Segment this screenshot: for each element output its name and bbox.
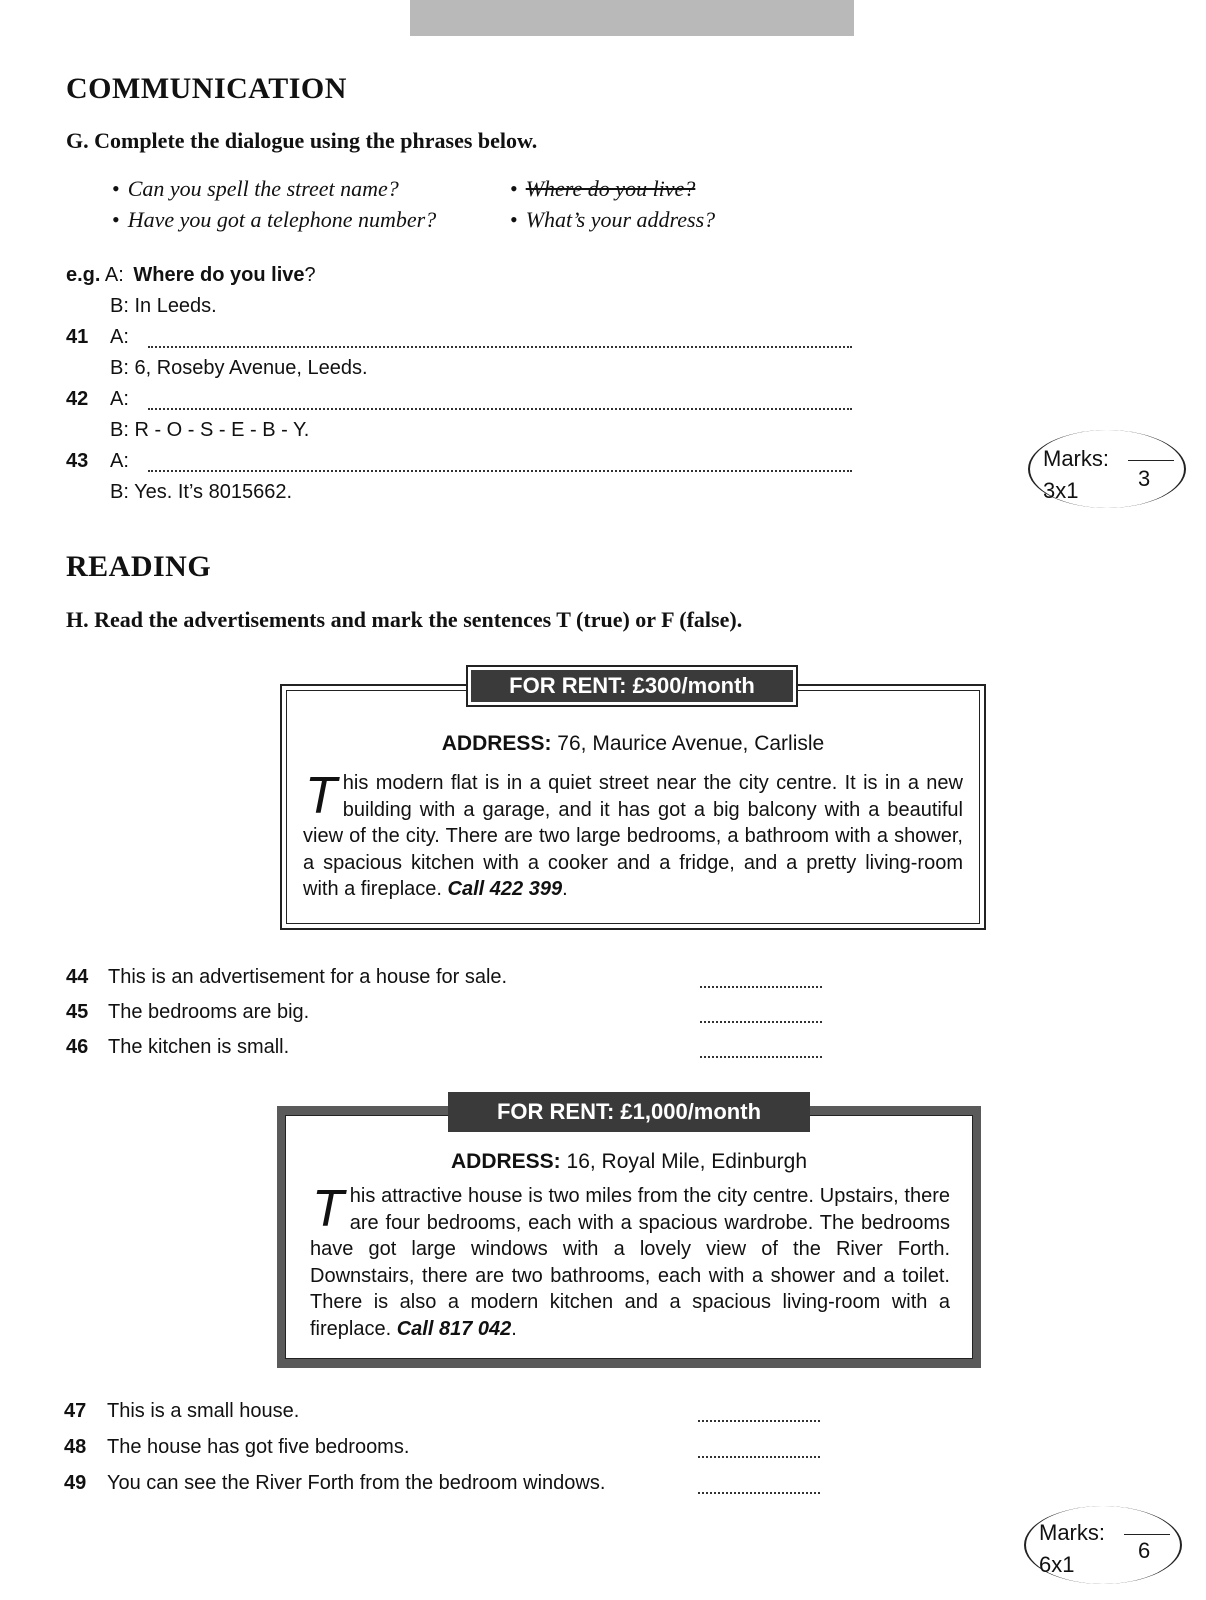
answer-line-45[interactable] — [700, 1021, 822, 1023]
item-number: 43 — [66, 450, 89, 472]
phrase-item: • Have you got a telephone number? — [112, 207, 437, 232]
statement-text: This is an advertisement for a house for sale. — [108, 966, 508, 988]
item-number: 47 — [64, 1400, 87, 1422]
marks-fraction-line — [1124, 1534, 1170, 1535]
marks-fraction-line — [1128, 460, 1174, 461]
statement-text: The house has got five bedrooms. — [107, 1436, 410, 1458]
ad1-title: FOR RENT: £300/month — [471, 670, 793, 702]
communication-title: COMMUNICATION — [66, 72, 347, 105]
ad2-dropcap: T — [312, 1180, 344, 1238]
ad2-phone: Call 817 042 — [396, 1317, 512, 1340]
ad2-address: ADDRESS: 16, Royal Mile, Edinburgh — [451, 1150, 807, 1173]
ad2-title-frame — [448, 1092, 810, 1132]
ad1-phone: Call 422 399 — [447, 878, 563, 900]
marks-formula: 3x1 — [1043, 478, 1079, 503]
example-line-a: e.g. A: Where do you live? — [66, 264, 316, 286]
item-number: 42 — [66, 388, 89, 410]
marks-total: 6 — [1138, 1538, 1151, 1563]
answer-line-42[interactable] — [148, 408, 852, 410]
phrase-item: • What’s your address? — [510, 207, 716, 232]
reading-title: READING — [66, 550, 212, 583]
statement-text: You can see the River Forth from the bedroom windows. — [107, 1472, 606, 1494]
speaker-a-label: A: — [110, 450, 129, 472]
dialogue-b-line: B: Yes. It’s 8015662. — [110, 481, 293, 503]
ad1-address: ADDRESS: 76, Maurice Avenue, Carlisle — [441, 732, 825, 755]
marks-label: Marks: — [1039, 1520, 1105, 1545]
answer-line-48[interactable] — [698, 1456, 820, 1458]
answer-line-49[interactable] — [698, 1492, 820, 1494]
communication-instruction: G. Complete the dialogue using the phrases below. — [66, 128, 538, 153]
item-number: 41 — [66, 326, 89, 348]
item-number: 49 — [64, 1472, 87, 1494]
item-number: 46 — [66, 1036, 89, 1058]
marks-total: 3 — [1138, 466, 1151, 491]
marks-formula: 6x1 — [1039, 1552, 1075, 1577]
phrase-item-used: • Where do you live? — [510, 176, 696, 201]
speaker-a-label: A: — [110, 388, 129, 410]
ad1-dropcap: T — [305, 767, 337, 825]
answer-line-44[interactable] — [700, 986, 822, 988]
ad1-body: This modern flat is in a quiet street near the city centre. It is in a new building with a garage, and it has got a big balcony with a beautiful view of the city. There are two large bedrooms, a bathroom with a shower, a spacious kitchen with a cooker and a fridge, and a pretty living-room with a fireplace. Call 422 399. — [303, 767, 963, 900]
marks-label: Marks: — [1043, 446, 1109, 471]
statement-text: This is a small house. — [107, 1400, 300, 1422]
test-header-tab — [410, 0, 854, 36]
dialogue-b-line: B: R - O - S - E - B - Y. — [110, 419, 310, 441]
ad2-title: FOR RENT: £1,000/month — [496, 1099, 762, 1124]
answer-line-47[interactable] — [698, 1420, 820, 1422]
phrase-item: • Can you spell the street name? — [112, 176, 399, 201]
ad2-body: This attractive house is two miles from the city centre. Upstairs, there are four bedrooms, each with a spacious wardrobe. The bedrooms have got large windows with a lovely view of the River Forth. Downstairs, there are two bathrooms, each with a shower and a toilet. There is also a modern kitchen and a spacious living-room with a fireplace. Call 817 042. — [310, 1180, 950, 1340]
answer-line-46[interactable] — [700, 1056, 822, 1058]
statement-text: The bedrooms are big. — [108, 1001, 310, 1023]
item-number: 48 — [64, 1436, 87, 1458]
example-line-b: B: In Leeds. — [110, 295, 217, 317]
speaker-a-label: A: — [110, 326, 129, 348]
ad1-title-frame — [466, 665, 798, 707]
answer-line-43[interactable] — [148, 470, 852, 472]
item-number: 45 — [66, 1001, 89, 1023]
statement-text: The kitchen is small. — [108, 1036, 290, 1058]
answer-line-41[interactable] — [148, 346, 852, 348]
item-number: 44 — [66, 966, 89, 988]
reading-instruction: H. Read the advertisements and mark the sentences T (true) or F (false). — [66, 607, 743, 632]
dialogue-b-line: B: 6, Roseby Avenue, Leeds. — [110, 357, 368, 379]
